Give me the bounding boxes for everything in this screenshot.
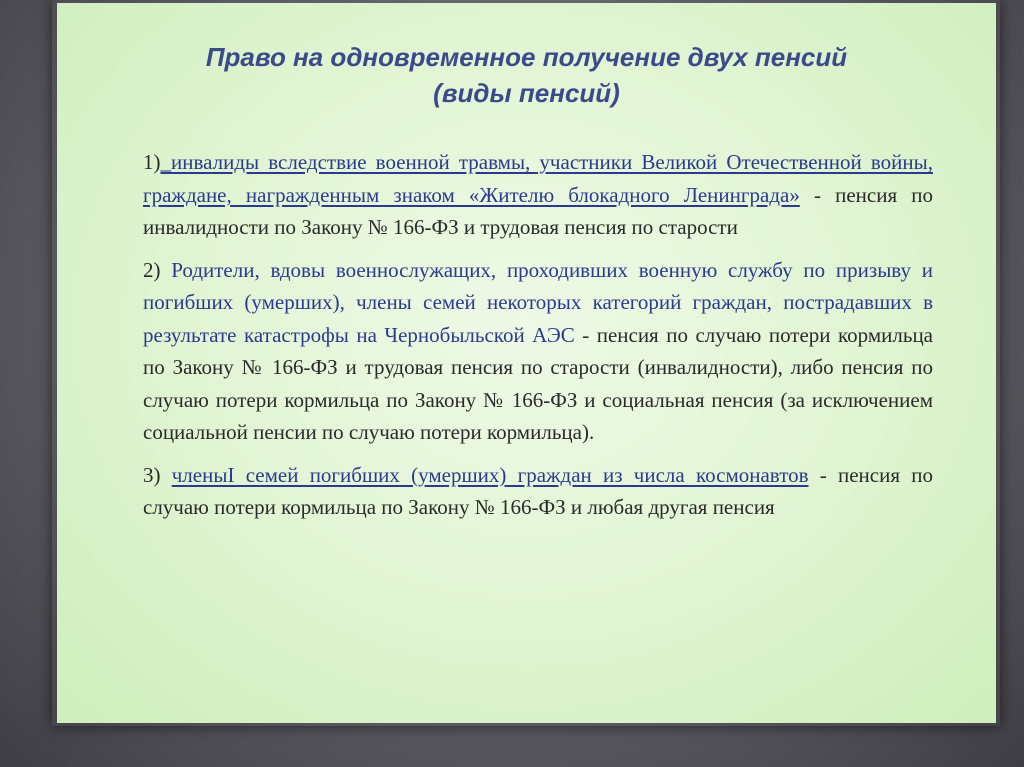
slide-title-line-2: (виды пенсий) <box>433 78 620 108</box>
item-number: 3) <box>143 462 161 487</box>
item-text: - пенсия по инвалидности по Закону № 166-ФЗ и трудовая пенсия по старости <box>143 182 933 239</box>
item-highlight: _инвалиды вследствие военной травмы, участники Великой Отечественной войны, граждане, награжденным знаком «Жителю блокадного Ленинграда» <box>143 150 933 207</box>
item-highlight: членыI семей погибших (умерших) граждан из числа космонавтов <box>171 462 809 487</box>
slide-content <box>143 146 933 534</box>
slide-title-line-1: Право на одновременное получение двух пенсий <box>205 42 848 72</box>
item-text: - пенсия по случаю потери кормильца по Закону № 166-ФЗ и трудовая пенсия по старости (инвалидности), либо пенсия по случаю потери кормильца по Закону № 166-ФЗ и социальная пенсия (за исключением социальной пенсии по случаю потери кормильца). <box>143 322 933 444</box>
item-text: - пенсия по случаю потери кормильца по Закону № 166-ФЗ и любая другая пенсия <box>143 462 933 519</box>
list-item-2 <box>143 254 933 449</box>
list-item-1 <box>143 146 933 244</box>
item-number: 2) <box>143 257 161 282</box>
item-highlight: Родители, вдовы военнослужащих, проходивших военную службу по призыву и погибших (умерших), члены семей некоторых категорий граждан, пострадавших в результате катастрофы на Чернобыльской АЭС <box>143 257 934 347</box>
item-number: 1) <box>143 150 161 174</box>
slide <box>57 3 996 723</box>
list-item-3 <box>143 459 933 524</box>
slide-title <box>57 39 996 111</box>
